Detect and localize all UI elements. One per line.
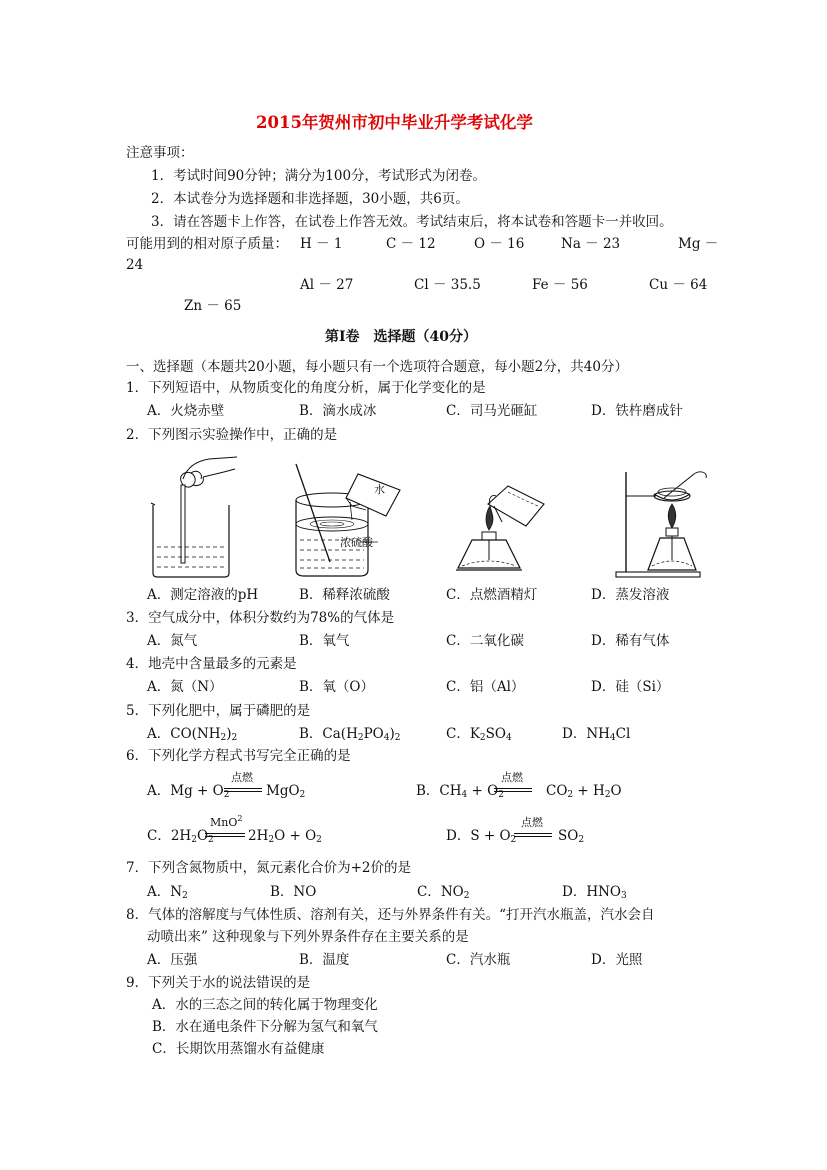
- q2-option-b: B．稀释浓硫酸: [299, 587, 390, 603]
- q6-a-equals: [224, 788, 262, 792]
- notice-item-2: 2．本试卷分为选择题和非选择题，30小题，共6页。: [151, 191, 469, 207]
- q4-option-c: C．铝（Al）: [446, 679, 525, 695]
- q6-b-equals: [494, 788, 532, 792]
- q6-b-condition: 点燃: [501, 771, 523, 784]
- q2-stem: 2．下列图示实验操作中，正确的是: [126, 427, 338, 443]
- q6-c-condition: MnO$^2$: [210, 814, 243, 829]
- notice-heading: 注意事项：: [126, 145, 194, 161]
- q6-option-b-left: B．$CH_4 + O_2$: [416, 783, 504, 800]
- mass-cu: Cu － 64: [649, 277, 708, 293]
- q3-option-c: C．二氧化碳: [446, 633, 524, 649]
- q2-option-c: C．点燃酒精灯: [446, 587, 538, 603]
- q3-option-a: A．氮气: [147, 633, 198, 649]
- q6-d-equals: [514, 833, 552, 837]
- q1-stem: 1．下列短语中，从物质变化的角度分析，属于化学变化的是: [126, 380, 486, 396]
- mass-o: O － 16: [474, 236, 525, 252]
- mass-fe: Fe － 56: [532, 277, 588, 293]
- q6-option-a-left: A．$Mg + O_2$: [147, 783, 230, 800]
- mass-mg: Mg －: [678, 236, 719, 252]
- q1-option-c: C．司马光砸缸: [446, 403, 538, 419]
- q6-c-equals: [205, 833, 245, 837]
- q7-option-b: B．NO: [270, 884, 317, 900]
- q6-stem: 6．下列化学方程式书写完全正确的是: [126, 748, 351, 764]
- q9-option-a: A．水的三态之间的转化属于物理变化: [152, 997, 378, 1013]
- mass-zn: Zn － 65: [184, 298, 242, 314]
- q2-option-a: A．测定溶液的pH: [147, 587, 259, 603]
- q8-option-c: C．汽水瓶: [446, 952, 511, 968]
- q9-option-b: B．水在通电条件下分解为氢气和氧气: [152, 1019, 378, 1035]
- page-title: 2015年贺州市初中毕业升学考试化学: [256, 113, 533, 132]
- q7-stem: 7．下列含氮物质中，氮元素化合价为+2价的是: [126, 860, 411, 876]
- q5-option-b: B．$Ca(H_2PO_4)_2$: [299, 726, 401, 743]
- q8-option-d: D．光照: [591, 952, 643, 968]
- mass-mg-value: 24: [126, 257, 144, 273]
- q4-stem: 4．地壳中含量最多的元素是: [126, 656, 297, 672]
- label-water: 水: [374, 483, 385, 496]
- figure-dilute-acid: [288, 462, 413, 580]
- q8-option-b: B．温度: [299, 952, 350, 968]
- q5-option-c: C．$K_2SO_4$: [446, 726, 512, 743]
- mass-cl: Cl － 35.5: [414, 277, 481, 293]
- q7-option-c: C．$NO_2$: [417, 884, 470, 901]
- q6-option-c-right: $2H_2O + O_2$: [248, 828, 322, 845]
- q8-option-a: A．压强: [147, 952, 198, 968]
- notice-item-3: 3．请在答题卡上作答，在试卷上作答无效。考试结束后，将本试卷和答题卡一并收回。: [151, 214, 673, 230]
- q7-option-d: D．$HNO_3$: [562, 884, 627, 901]
- q8-stem-line2: 动喷出来” 这种现象与下列外界条件存在主要关系的是: [147, 929, 469, 945]
- q6-option-c-left: C．$2H_2O_2$: [147, 828, 214, 845]
- q1-option-b: B．滴水成冰: [299, 403, 377, 419]
- section-intro: 一、选择题（本题共20小题，每小题只有一个选项符合题意，每小题2分，共40分）: [126, 359, 628, 375]
- q5-option-d: D．$NH_4Cl$: [562, 726, 631, 743]
- q6-d-condition: 点燃: [521, 816, 543, 829]
- q8-stem-line1: 8．气体的溶解度与气体性质、溶剂有关，还与外界条件有关。“打开汽水瓶盖，汽水会自: [126, 907, 655, 923]
- q6-option-b-right: $CO_2 + H_2O$: [546, 783, 622, 800]
- q4-option-d: D．硅（Si）: [591, 679, 670, 695]
- mass-h: H － 1: [300, 236, 343, 252]
- q6-option-a-right: MgO$_2$: [266, 783, 306, 800]
- q5-stem: 5．下列化肥中，属于磷肥的是: [126, 703, 311, 719]
- atomic-masses-label: 可能用到的相对原子质量：: [126, 236, 288, 252]
- q4-option-b: B．氧（O）: [299, 679, 374, 695]
- q4-option-a: A．氮（N）: [147, 679, 223, 695]
- q9-option-c: C．长期饮用蒸馏水有益健康: [152, 1041, 325, 1057]
- q3-option-d: D．稀有气体: [591, 633, 670, 649]
- q6-option-d-right: $SO_2$: [558, 828, 585, 845]
- mass-al: Al － 27: [300, 277, 354, 293]
- figure-light-lamp: [448, 482, 558, 580]
- mass-na: Na － 23: [561, 236, 621, 252]
- q5-option-a: A．$CO(NH_2)_2$: [147, 726, 238, 743]
- mass-c: C － 12: [386, 236, 436, 252]
- q3-stem: 3．空气成分中，体积分数约为78%的气体是: [126, 610, 395, 626]
- q3-option-b: B．氧气: [299, 633, 350, 649]
- q7-option-a: A．$N_2$: [147, 884, 188, 901]
- q9-stem: 9．下列关于水的说法错误的是: [126, 975, 311, 991]
- q2-option-d: D．蒸发溶液: [591, 587, 670, 603]
- notice-item-1: 1．考试时间90分钟；满分为100分，考试形式为闭卷。: [151, 168, 487, 184]
- q6-a-condition: 点燃: [231, 771, 253, 784]
- q6-option-d-left: D．$S + O_2$: [446, 828, 517, 845]
- section-heading: 第Ⅰ卷 选择题（40分）: [325, 329, 478, 345]
- q1-option-a: A．火烧赤壁: [147, 403, 225, 419]
- figure-ph-test: [145, 455, 255, 580]
- figure-evaporate: [612, 468, 720, 580]
- label-concentrated-acid: 浓硫酸: [340, 536, 373, 549]
- q1-option-d: D．铁杵磨成针: [591, 403, 683, 419]
